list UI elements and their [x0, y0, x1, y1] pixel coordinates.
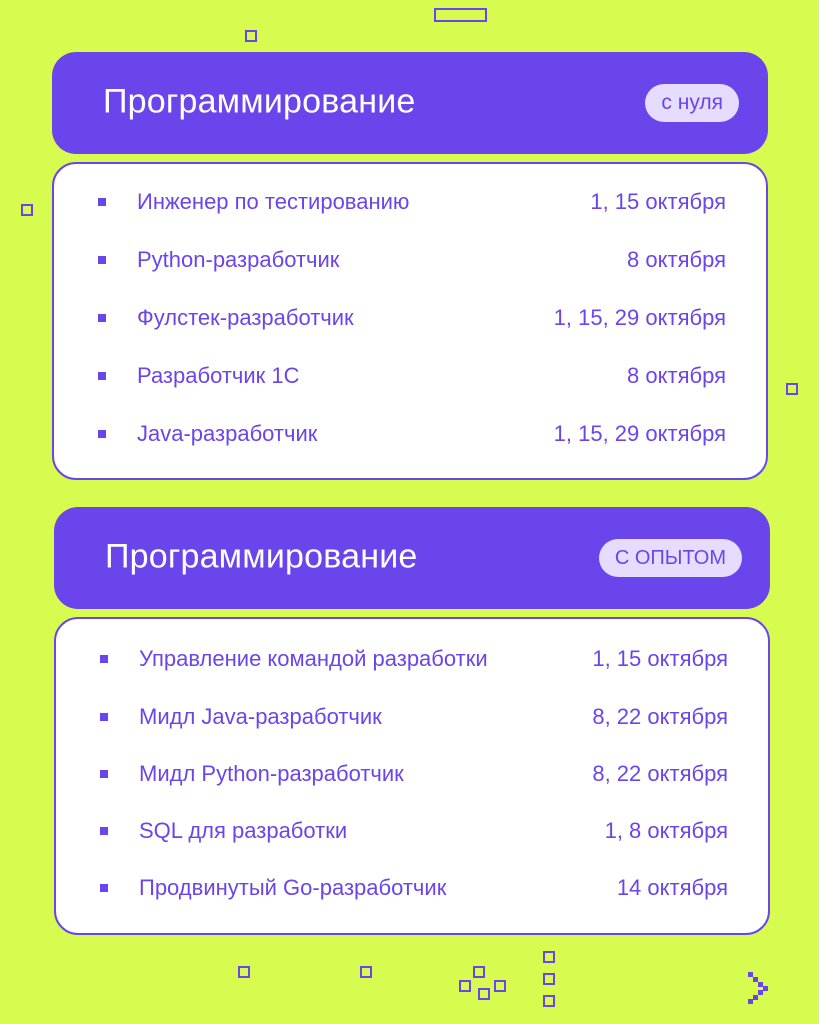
- course-dates: 1, 15, 29 октября: [553, 305, 726, 330]
- course-name: Разработчик 1С: [137, 363, 300, 388]
- square-bullet-icon: [100, 713, 108, 721]
- decor-square-icon: [543, 951, 555, 963]
- decor-square-icon: [238, 966, 250, 978]
- course-dates: 1, 15 октября: [590, 189, 726, 214]
- decor-square-icon: [473, 966, 485, 978]
- list-item[interactable]: [56, 644, 768, 674]
- course-name: Фулстек-разработчик: [137, 305, 354, 330]
- course-name: Мидл Python-разработчик: [139, 761, 404, 786]
- course-name: Python-разработчик: [137, 247, 340, 272]
- list-item[interactable]: [54, 419, 766, 449]
- course-list-experienced: [54, 617, 770, 935]
- section-title: Программирование: [105, 537, 418, 576]
- course-dates: 1, 15, 29 октября: [553, 421, 726, 446]
- decor-square-icon: [245, 30, 257, 42]
- section-title: Программирование: [103, 82, 416, 121]
- list-item[interactable]: [56, 759, 768, 789]
- decor-square-icon: [786, 383, 798, 395]
- decor-square-icon: [543, 995, 555, 1007]
- list-item[interactable]: [56, 873, 768, 903]
- decor-square-icon: [21, 204, 33, 216]
- square-bullet-icon: [100, 770, 108, 778]
- square-bullet-icon: [100, 884, 108, 892]
- course-name: Управление командой разработки: [139, 646, 488, 671]
- list-item[interactable]: [56, 702, 768, 732]
- course-dates: 1, 15 октября: [592, 646, 728, 671]
- course-dates: 8 октября: [627, 247, 726, 272]
- chevron-right-icon[interactable]: [748, 972, 770, 1004]
- course-dates: 1, 8 октября: [604, 818, 728, 843]
- course-name: Продвинутый Go-разработчик: [139, 875, 447, 900]
- course-dates: 14 октября: [616, 875, 728, 900]
- list-item[interactable]: [54, 187, 766, 217]
- course-list-beginner: [52, 162, 768, 480]
- course-dates: 8 октября: [627, 363, 726, 388]
- list-item[interactable]: [54, 245, 766, 275]
- section-header-beginner: [52, 52, 768, 154]
- level-badge: с нуля: [645, 84, 739, 122]
- decor-square-icon: [459, 980, 471, 992]
- level-badge: С ОПЫТОМ: [599, 539, 742, 577]
- square-bullet-icon: [98, 372, 106, 380]
- course-dates: 8, 22 октября: [592, 704, 728, 729]
- course-dates: 8, 22 октября: [592, 761, 728, 786]
- decor-bar-icon: [434, 8, 487, 22]
- list-item[interactable]: [54, 361, 766, 391]
- section-header-experienced: [54, 507, 770, 609]
- course-name: SQL для разработки: [139, 818, 348, 843]
- list-item[interactable]: [54, 303, 766, 333]
- course-name: Java-разработчик: [137, 421, 318, 446]
- square-bullet-icon: [100, 655, 108, 663]
- square-bullet-icon: [98, 256, 106, 264]
- square-bullet-icon: [100, 827, 108, 835]
- square-bullet-icon: [98, 198, 106, 206]
- course-name: Инженер по тестированию: [137, 189, 410, 214]
- decor-square-icon: [360, 966, 372, 978]
- square-bullet-icon: [98, 314, 106, 322]
- decor-square-icon: [494, 980, 506, 992]
- square-bullet-icon: [98, 430, 106, 438]
- course-name: Мидл Java-разработчик: [139, 704, 382, 729]
- decor-square-icon: [543, 973, 555, 985]
- decor-square-icon: [478, 988, 490, 1000]
- list-item[interactable]: [56, 816, 768, 846]
